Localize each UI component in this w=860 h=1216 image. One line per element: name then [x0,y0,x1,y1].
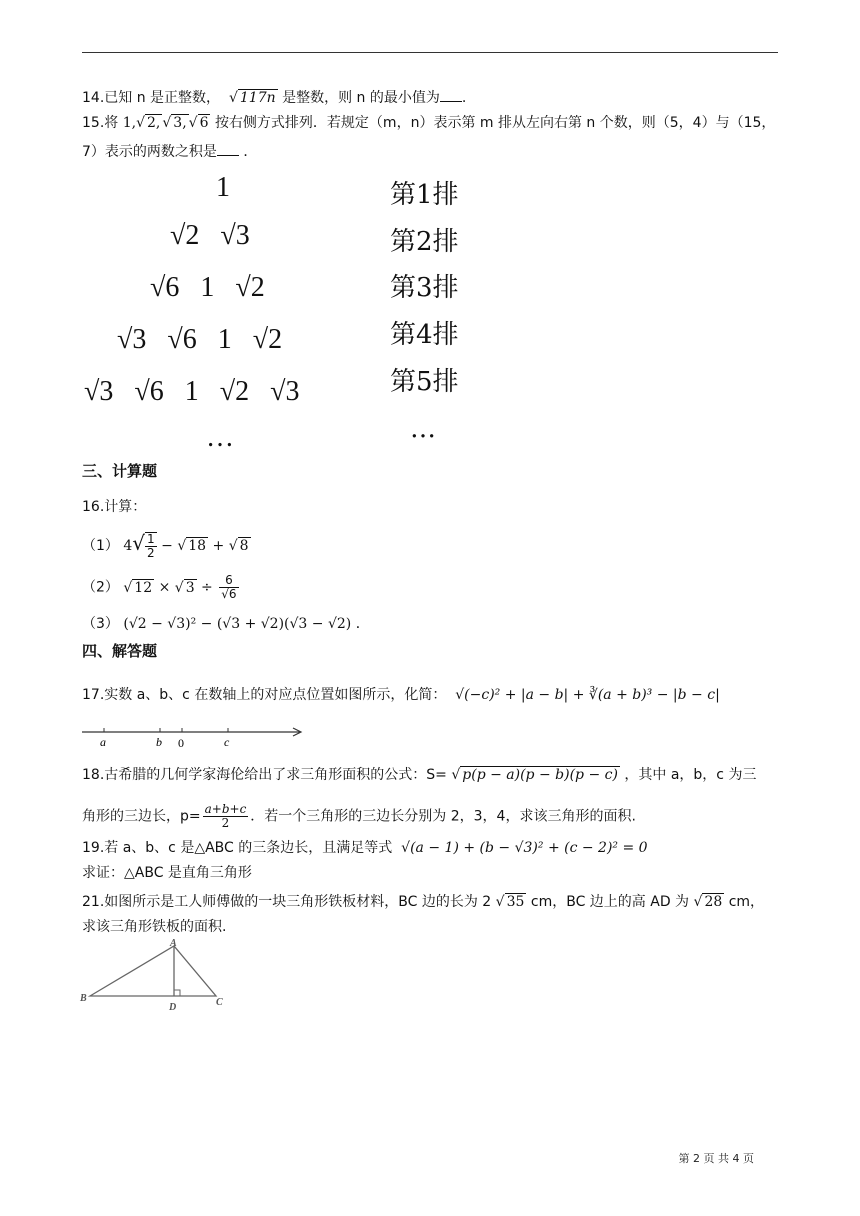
question-17: 17.实数 a、b、c 在数轴上的对应点位置如图所示，化简： √(−c)² + |a − b| + ∛(a + b)³ − |b − c| [82,687,720,703]
row-label-5: 第5排 [390,367,459,397]
section-3-heading: 三、计算题 [82,462,158,480]
question-16-title: 16.计算： [82,499,147,515]
label-A: A [170,938,177,949]
triangle-row-3: √6 1 √2 [150,272,265,303]
q16-part-2: （2） √ 12 × √ 3 ÷ $\frac{6}{√6}$ [82,573,237,601]
triangle-row-5: √3 √6 1 √2 √3 [84,376,300,407]
question-21-line1: 21.如图所示是工人师傅做的一块三角形铁板材料，BC 边的长为 2 √ 35 cm，BC 边上的高 AD 为 √ 28 cm， [82,894,765,910]
section-4-heading: 四、解答题 [82,642,158,660]
heron-formula: p(p − a)(p − b)(p − c) [462,767,618,783]
triangle-figure [78,938,238,1018]
q14-answer-blank [440,87,462,102]
label-a: a [100,735,106,749]
p-fraction: $\frac{a+b+c}{2}$ [204,802,247,830]
q16-part-3: （3） (√2 − √3)² − (√3 + √2)(√3 − √2) ． [82,616,370,632]
q15-num-6: 6 [199,115,209,131]
q16-part-1: （1） 4√ $\frac{1}{2}$ − √ 18 + √ 8 [82,531,249,560]
number-line-figure [80,722,310,752]
q19-equation: √(a − 1) + (b − √3)² + (c − 2)² = 0 [401,840,648,856]
page-number: 第 2 页 共 4 页 [678,1152,754,1165]
row-label-4: 第4排 [390,320,459,350]
label-b: b [156,735,162,749]
row-label-1: 第1排 [390,180,459,210]
question-18-line1: 18.古希腊的几何学家海伦给出了求三角形面积的公式：S= √ p(p − a)(p − b)(p − c) ，其中 a，b，c 为三 [82,767,757,783]
question-19-line2: 求证：△ABC 是直角三角形 [82,865,252,881]
question-21-line2: 求该三角形铁板的面积. [82,919,227,935]
q15-num-1: 1, [122,115,137,131]
question-18-line2: 角形的三边长，p= $\frac{a+b+c}{2}$ ．若一个三角形的三边长分别为 2，3，4，求该三角形的面积. [82,802,636,830]
question-19-line1: 19.若 a、b、c 是△ABC 的三条边长，且满足等式 √(a − 1) + (b − √3)² + (c − 2)² = 0 [82,840,648,856]
header-rule [82,52,778,53]
triangle-row-2: √2 √3 [170,220,250,251]
label-B: B [80,993,87,1004]
row-label-ellipsis: … [410,414,436,444]
q14-radical: √ 117n [228,90,276,106]
q15-answer-blank [217,141,239,156]
row-label-2: 第2排 [390,227,459,257]
q17-expression: √(−c)² + |a − b| + ∛(a + b)³ − |b − c| [455,687,720,703]
question-15-line1: 15.将 1,√ 2, √ 3, √ 6 按右侧方式排列．若规定（m，n）表示第 m 排从左向右第 n 个数，则（5，4）与（15， [82,115,776,131]
question-14: 14.已知 n 是正整数， √ 117n 是整数，则 n 的最小值为 . [82,87,466,108]
label-c: c [224,735,230,749]
label-D: D [169,1002,177,1013]
q15-num-2: 2, [147,115,161,131]
q15-num-3: 3, [173,115,187,131]
triangle-row-4: √3 √6 1 √2 [117,324,283,355]
question-15-line2: 7）表示的两数之积是 ． [82,141,257,162]
q14-prefix: 14.已知 n 是正整数， [82,90,221,106]
label-0: 0 [178,736,184,750]
row-label-3: 第3排 [390,273,459,303]
triangle-abc [90,946,216,996]
q14-suffix: 是整数，则 n 的最小值为 [282,90,440,106]
triangle-row-1: 1 [216,172,230,203]
right-angle-mark [174,990,180,996]
label-C: C [216,997,223,1008]
triangle-ellipsis: … [206,422,234,453]
